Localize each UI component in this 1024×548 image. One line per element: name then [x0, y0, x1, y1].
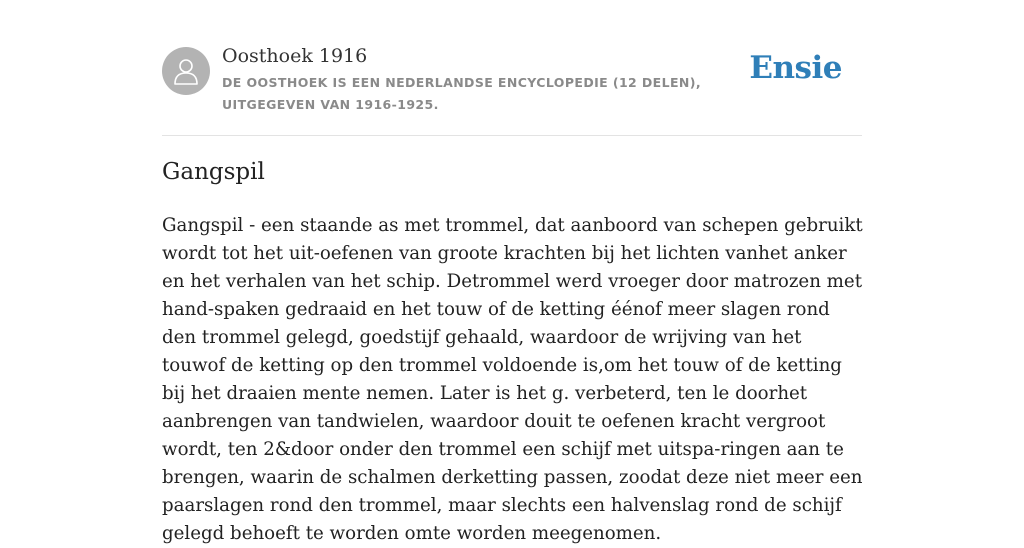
source-description: DE OOSTHOEK IS EEN NEDERLANDSE ENCYCLOPEDIE (12 DELEN), UITGEGEVEN VAN 1916-1925. — [222, 75, 702, 112]
source-header — [162, 0, 862, 136]
ensie-logo[interactable]: Ensie — [749, 50, 842, 86]
avatar[interactable] — [162, 47, 210, 95]
article-title: Gangspil — [162, 159, 265, 185]
article-body: Gangspil - een staande as met trommel, dat aanboord van schepen gebruikt wordt tot het uit-oefenen van groote krachten bij het lichten vanhet anker en het verhalen van het schip. Detrommel werd vroeger door matrozen met hand-spaken gedraaid en het touw of de ketting éénof meer slagen rond den trommel gelegd, goedstijf gehaald, waardoor de wrijving van het touwof de ketting op den trommel voldoende is,om het touw of de ketting bij het draaien mente nemen. Later is het g. verbeterd, ten le doorhet aanbrengen van tandwielen, waardoor douit te oefenen kracht vergroot wordt, ten 2&door onder den trommel een schijf met uitspa-ringen aan te brengen, waarin de schalmen derketting passen, zoodat deze niet meer een paarslagen rond den trommel, maar slechts een halvenslag rond de schijf gelegd behoeft te worden omte worden meegenomen. — [162, 215, 863, 544]
user-icon — [172, 56, 200, 86]
source-title[interactable]: Oosthoek 1916 — [222, 45, 368, 67]
